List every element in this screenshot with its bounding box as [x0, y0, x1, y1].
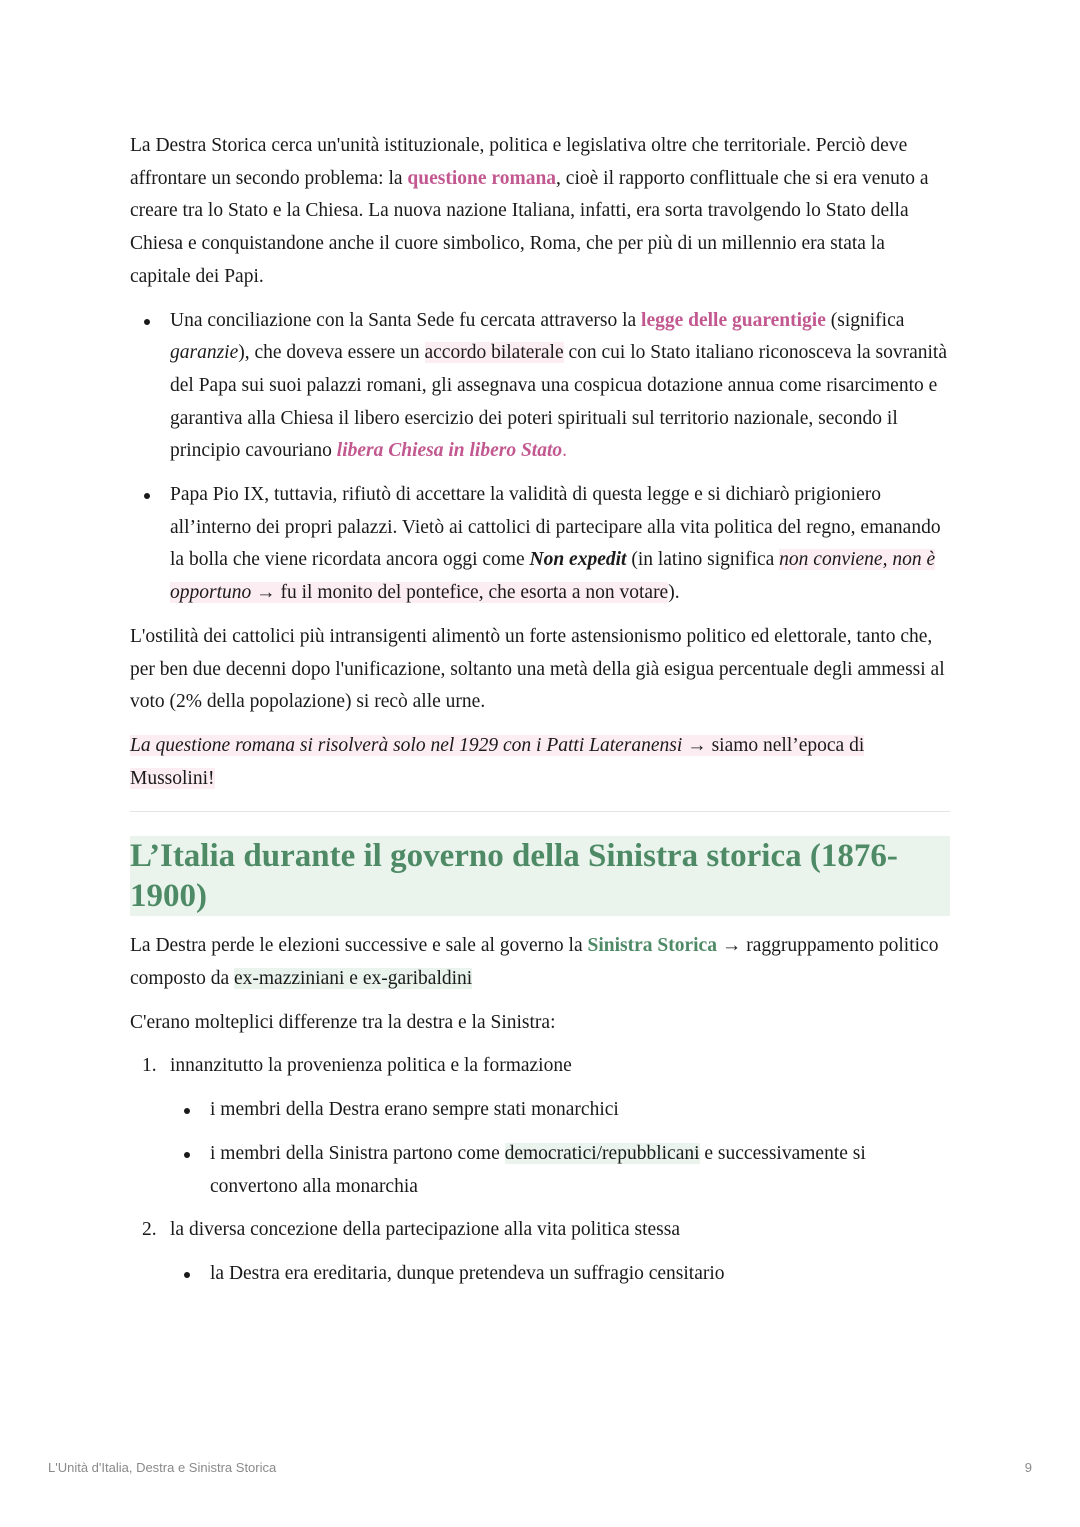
non-expedit-term: Non expedit: [529, 549, 627, 571]
paragraph-patti-lateranensi: La questione romana si risolverà solo nel 1929 con i Patti Lateranensi → siamo nell’epoca di Mussolini!: [130, 734, 865, 789]
footer-title: L'Unità d'Italia, Destra e Sinistra Storica: [48, 1460, 277, 1475]
paragraph-astensionismo: L'ostilità dei cattolici più intransigenti alimentò un forte astensionismo politico ed elettorale, tanto che, per ben due decenni dopo l'unificazione, soltanto una metà della già esigua percentuale degli ammessi al voto (2% della popolazione) si recò alle urne.: [130, 625, 945, 713]
sub-bullet-list: [170, 1258, 950, 1291]
numbered-item: 2. la diversa concezione della partecipazione alla vita politica stessa la Destra era ereditaria, dunque pretendeva un suffragio censitario: [130, 1214, 950, 1290]
list-item: la Destra era ereditaria, dunque pretendeva un suffragio censitario: [170, 1258, 950, 1291]
marked-text: non conviene, non è opportuno → fu il monito del pontefice, che esorta a non votare: [170, 549, 936, 604]
bullet-list-questione: [130, 305, 950, 610]
page-footer: [48, 1460, 1032, 1475]
paragraph-differenze: C'erano molteplici differenze tra la destra e la Sinistra:: [130, 1011, 556, 1033]
item-number: 1.: [142, 1055, 157, 1077]
paragraph-sinistra: La Destra perde le elezioni successive e sale al governo la Sinistra Storica → raggruppamento politico composto da ex-mazziniani e ex-garibaldini: [130, 935, 939, 990]
bullet-icon: [144, 319, 150, 325]
section-heading: L’Italia durante il governo della Sinistra storica (1876-1900): [130, 836, 950, 916]
numbered-item: 1. innanzitutto la provenienza politica e la formazione i membri della Destra erano sempre stati monarchici i membri della Sinistra partono come democratici/repubblicani e successivamente si convertono alla monarchia: [130, 1050, 950, 1203]
list-item: i membri della Sinistra partono come democratici/repubblicani e successivamente si convertono alla monarchia: [170, 1138, 950, 1203]
highlight-legge-guarentigie: legge delle guarentigie: [641, 309, 826, 331]
bullet-icon: [184, 1152, 190, 1158]
marked-text: ex-mazziniani e ex-garibaldini: [233, 968, 473, 990]
marked-text: democratici/repubblicani: [504, 1142, 700, 1164]
item-number: 2.: [142, 1219, 157, 1241]
page-number: 9: [1024, 1460, 1032, 1475]
divider: [130, 811, 950, 812]
highlight-quote: libera Chiesa in libero Stato: [336, 440, 563, 462]
bullet-icon: [184, 1272, 190, 1278]
list-item: Papa Pio IX, tuttavia, rifiutò di accettare la validità di questa legge e si dichiarò prigioniero all’interno dei propri palazzi. Vietò ai cattolici di partecipare alla vita politica del regno, emanando la bolla che viene ricordata ancora oggi come Non expedit (in latino significa non conviene, non è opportuno → fu il monito del pontefice, che esorta a non votare).: [130, 479, 950, 610]
bullet-icon: [144, 493, 150, 499]
numbered-list: [130, 1050, 950, 1290]
intro-paragraph: La Destra Storica cerca un'unità istituzionale, politica e legislativa oltre che territoriale. Perciò deve affrontare un secondo problema: la questione romana, cioè il rapporto conflittuale che si era venuto a creare tra lo Stato e la Chiesa. La nuova nazione Italiana, infatti, era sorta travolgendo lo Stato della Chiesa e conquistandone anche il cuore simbolico, Roma, che per più di un millennio era stata la capitale dei Papi.: [130, 135, 929, 287]
list-item: i membri della Destra erano sempre stati monarchici: [170, 1094, 950, 1127]
bullet-icon: [184, 1108, 190, 1114]
page-content: [130, 130, 950, 1302]
highlight-questione-romana: questione romana: [407, 167, 557, 189]
list-item: Una conciliazione con la Santa Sede fu cercata attraverso la legge delle guarentigie (significa garanzie), che doveva essere un accordo bilaterale con cui lo Stato italiano riconosceva la sovranità del Papa sui suoi palazzi romani, gli assegnava una cospicua dotazione annua come risarcimento e garantiva alla Chiesa il libero esercizio dei poteri spirituali sul territorio nazionale, secondo il principio cavouriano libera Chiesa in libero Stato.: [130, 305, 950, 469]
highlight-sinistra-storica: Sinistra Storica: [587, 935, 717, 957]
sub-bullet-list: [170, 1094, 950, 1203]
marked-text: accordo bilaterale: [424, 342, 564, 364]
